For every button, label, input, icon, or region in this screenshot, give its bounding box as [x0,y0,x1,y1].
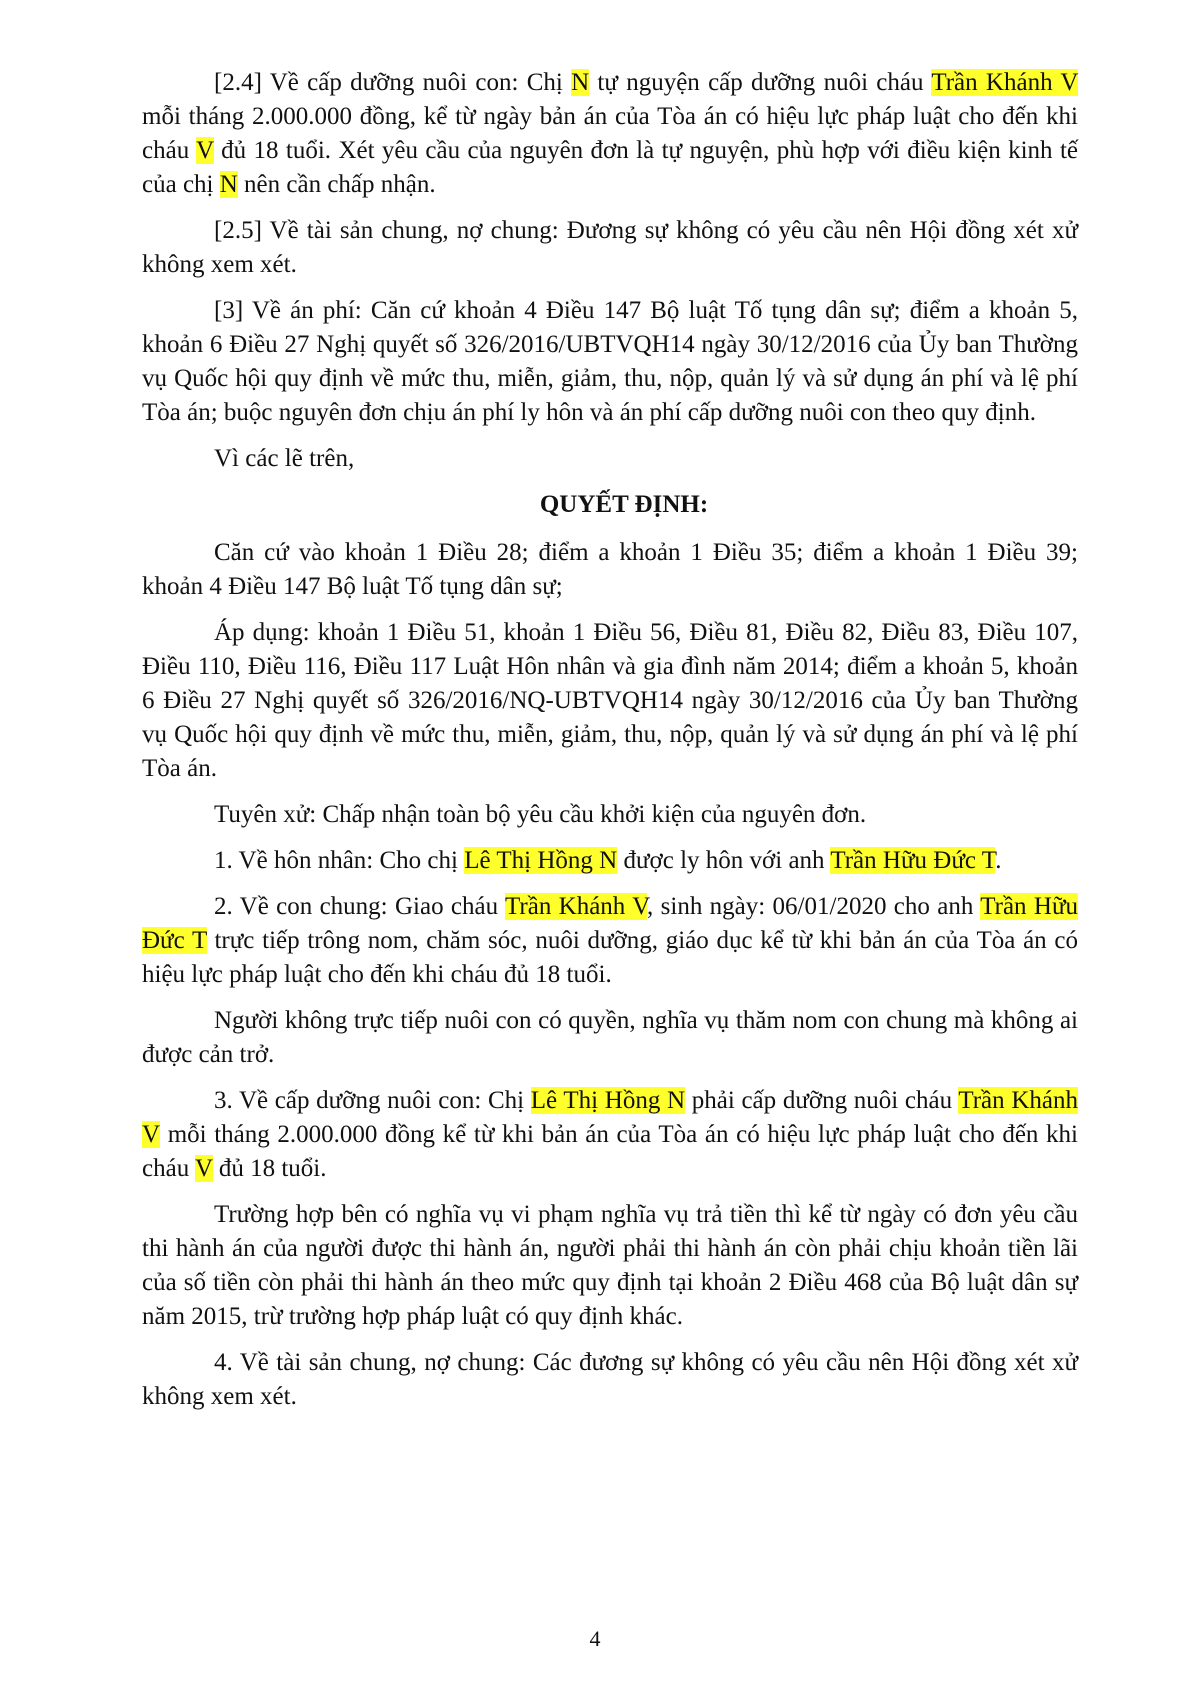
highlight-child-name: Trần Khánh V [142,1087,1078,1148]
paragraph-late-interest: Trường hợp bên có nghĩa vụ vi phạm nghĩa vụ trả tiền thì kể từ ngày có đơn yêu cầu thi hành án của người được thi hành án, người phải thi hành án còn phải chịu khoản tiền lãi của số tiền còn phải thi hành án theo mức quy định tại khoản 2 Điều 468 của Bộ luật dân sự năm 2015, trừ trường hợp pháp luật có quy định khác. [142,1201,1078,1330]
text-span: mỗi tháng 2.000.000 đồng, kể từ ngày bản án của Tòa án có hiệu lực pháp luật cho đến khi cháu [142,103,1078,164]
paragraph-court-fee: [3] Về án phí: Căn cứ khoản 4 Điều 147 Bộ luật Tố tụng dân sự; điểm a khoản 5, khoản 6 Điều 27 Nghị quyết số 326/2016/UBTVQH14 ngày 30/12/2016 của Ủy ban Thường vụ Quốc hội quy định về mức thu, miễn, giảm, thu, nộp, quản lý và sử dụng án phí và lệ phí Tòa án; buộc nguyên đơn chịu án phí ly hôn và án phí cấp dưỡng nuôi con theo quy định. [142,297,1078,426]
decision-child-custody [142,890,1078,992]
text-span: 1. Về hôn nhân: Cho chị [214,847,465,874]
text-span: , sinh ngày: 06/01/2020 cho anh [647,893,981,920]
paragraph-verdict: Tuyên xử: Chấp nhận toàn bộ yêu cầu khởi kiện của nguyên đơn. [214,801,867,828]
highlight-plaintiff-name: Lê Thị Hồng N [464,847,618,874]
text-span: mỗi tháng 2.000.000 đồng kể từ khi bản án của Tòa án có hiệu lực pháp luật cho đến khi cháu [142,1121,1078,1182]
text-span: phải cấp dưỡng nuôi cháu [685,1087,959,1114]
text-span: nên cần chấp nhận. [237,171,436,198]
text-span: trực tiếp trông nom, chăm sóc, nuôi dưỡng, giáo dục kể từ khi bản án của Tòa án có hiệu lực pháp luật cho đến khi cháu đủ 18 tuổi. [142,927,1078,988]
text-span: [2.4] Về cấp dưỡng nuôi con: Chị [214,69,572,96]
text-span: tự nguyện cấp dưỡng nuôi cháu [589,69,932,96]
highlight-defendant-name: Trần Hữu Đức T [142,893,1078,954]
decision-common-property: 4. Về tài sản chung, nợ chung: Các đương sự không có yêu cầu nên Hội đồng xét xử không xem xét. [142,1349,1078,1410]
decision-heading: QUYẾT ĐỊNH: [539,491,709,518]
highlight-defendant-name: Trần Hữu Đức T [830,847,996,874]
highlight-child-initial: V [195,1155,213,1182]
text-span: đủ 18 tuổi. Xét yêu cầu của nguyên đơn là tự nguyện, phù hợp với điều kiện kinh tế của chị [142,137,1078,198]
paragraph-visitation: Người không trực tiếp nuôi con có quyền, nghĩa vụ thăm nom con chung mà không ai được cản trở. [142,1007,1078,1068]
page-number: 4 [589,1626,601,1651]
highlight-mother-initial: N [219,171,238,198]
text-span: được ly hôn với anh [617,847,831,874]
highlight-plaintiff-name: Lê Thị Hồng N [530,1087,686,1114]
highlight-child-name: Trần Khánh V [505,893,648,920]
highlight-child-name: Trần Khánh V [931,69,1078,96]
paragraph-reasons: Vì các lẽ trên, [214,445,355,472]
text-span: đủ 18 tuổi. [212,1155,327,1182]
decision-marriage [142,844,1078,878]
highlight-mother-name: N [571,69,590,96]
paragraph-legal-basis: Căn cứ vào khoản 1 Điều 28; điểm a khoản 1 Điều 35; điểm a khoản 1 Điều 39; khoản 4 Điều 147 Bộ luật Tố tụng dân sự; [142,539,1078,600]
highlight-child-initial: V [196,137,214,164]
text-span: 2. Về con chung: Giao cháu [214,893,505,920]
decision-child-support [142,1084,1078,1186]
paragraph-common-property-reason: [2.5] Về tài sản chung, nợ chung: Đương sự không có yêu cầu nên Hội đồng xét xử không xem xét. [142,217,1078,278]
text-span: . [995,847,1002,874]
paragraph-child-support-reason [142,66,1078,202]
text-span: 3. Về cấp dưỡng nuôi con: Chị [214,1087,531,1114]
paragraph-applied-law: Áp dụng: khoản 1 Điều 51, khoản 1 Điều 56, Điều 81, Điều 82, Điều 83, Điều 107, Điều 110, Điều 116, Điều 117 Luật Hôn nhân và gia đình năm 2014; điểm a khoản 5, khoản 6 Điều 27 Nghị quyết số 326/2016/NQ-UBTVQH14 ngày 30/12/2016 của Ủy ban Thường vụ Quốc hội quy định về mức thu, miễn, giảm, thu, nộp, quản lý và sử dụng án phí và lệ phí Tòa án. [142,619,1078,782]
